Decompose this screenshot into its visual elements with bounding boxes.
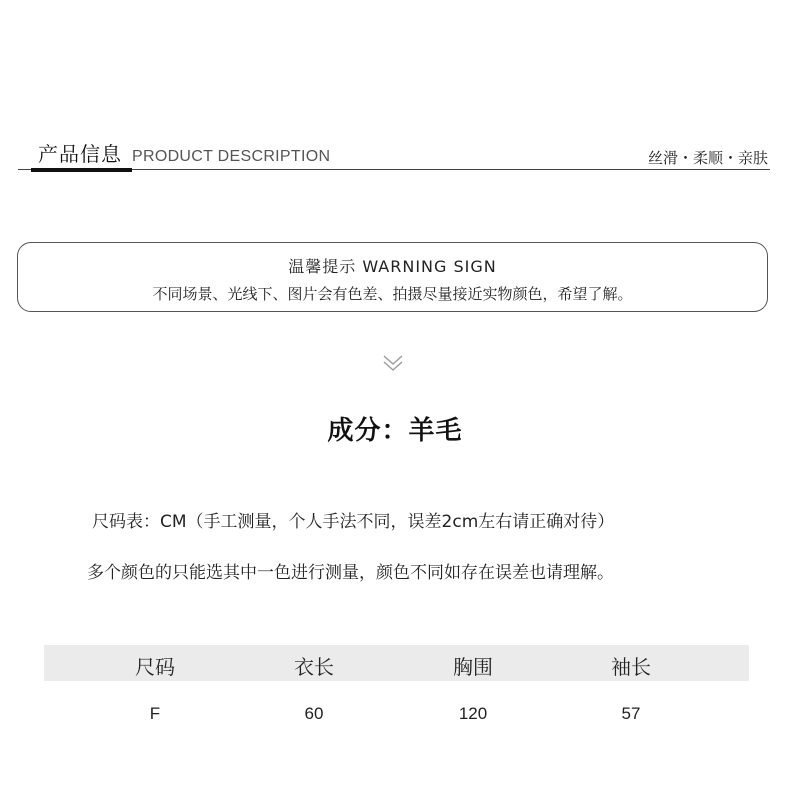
- table-cell-size: F: [149, 704, 161, 723]
- header-title-group: [38, 138, 330, 167]
- composition-heading: 成分：羊毛: [327, 416, 463, 446]
- table-cell-sleeve: 57: [621, 704, 641, 723]
- warning-notice-box: [17, 242, 768, 312]
- notice-title: 温馨提示 WARNING SIGN: [288, 257, 497, 276]
- header-accent-bar: [31, 168, 132, 172]
- table-header-length: 衣长: [294, 655, 334, 679]
- header-title-cn: 产品信息: [38, 142, 122, 166]
- table-header-chest: 胸围: [453, 655, 493, 679]
- table-cell-length: 60: [304, 704, 324, 723]
- table-header-size: 尺码: [135, 655, 175, 679]
- header-title-en: PRODUCT DESCRIPTION: [132, 148, 331, 165]
- size-chart-note: 尺码表：CM（手工测量，个人手法不同，误差2cm左右请正确对待）: [92, 512, 615, 532]
- table-cell-chest: 120: [458, 704, 488, 723]
- notice-body: 不同场景、光线下、图片会有色差、拍摄尽量接近实物颜色，希望了解。: [152, 285, 633, 303]
- header-tagline: 丝滑・柔顺・亲肤: [647, 149, 768, 167]
- size-table-header: [44, 645, 749, 681]
- double-chevron-down-icon: [382, 352, 404, 374]
- color-measure-note: 多个颜色的只能选其中一色进行测量，颜色不同如存在误差也请理解。: [87, 563, 614, 583]
- table-header-sleeve: 袖长: [611, 655, 651, 679]
